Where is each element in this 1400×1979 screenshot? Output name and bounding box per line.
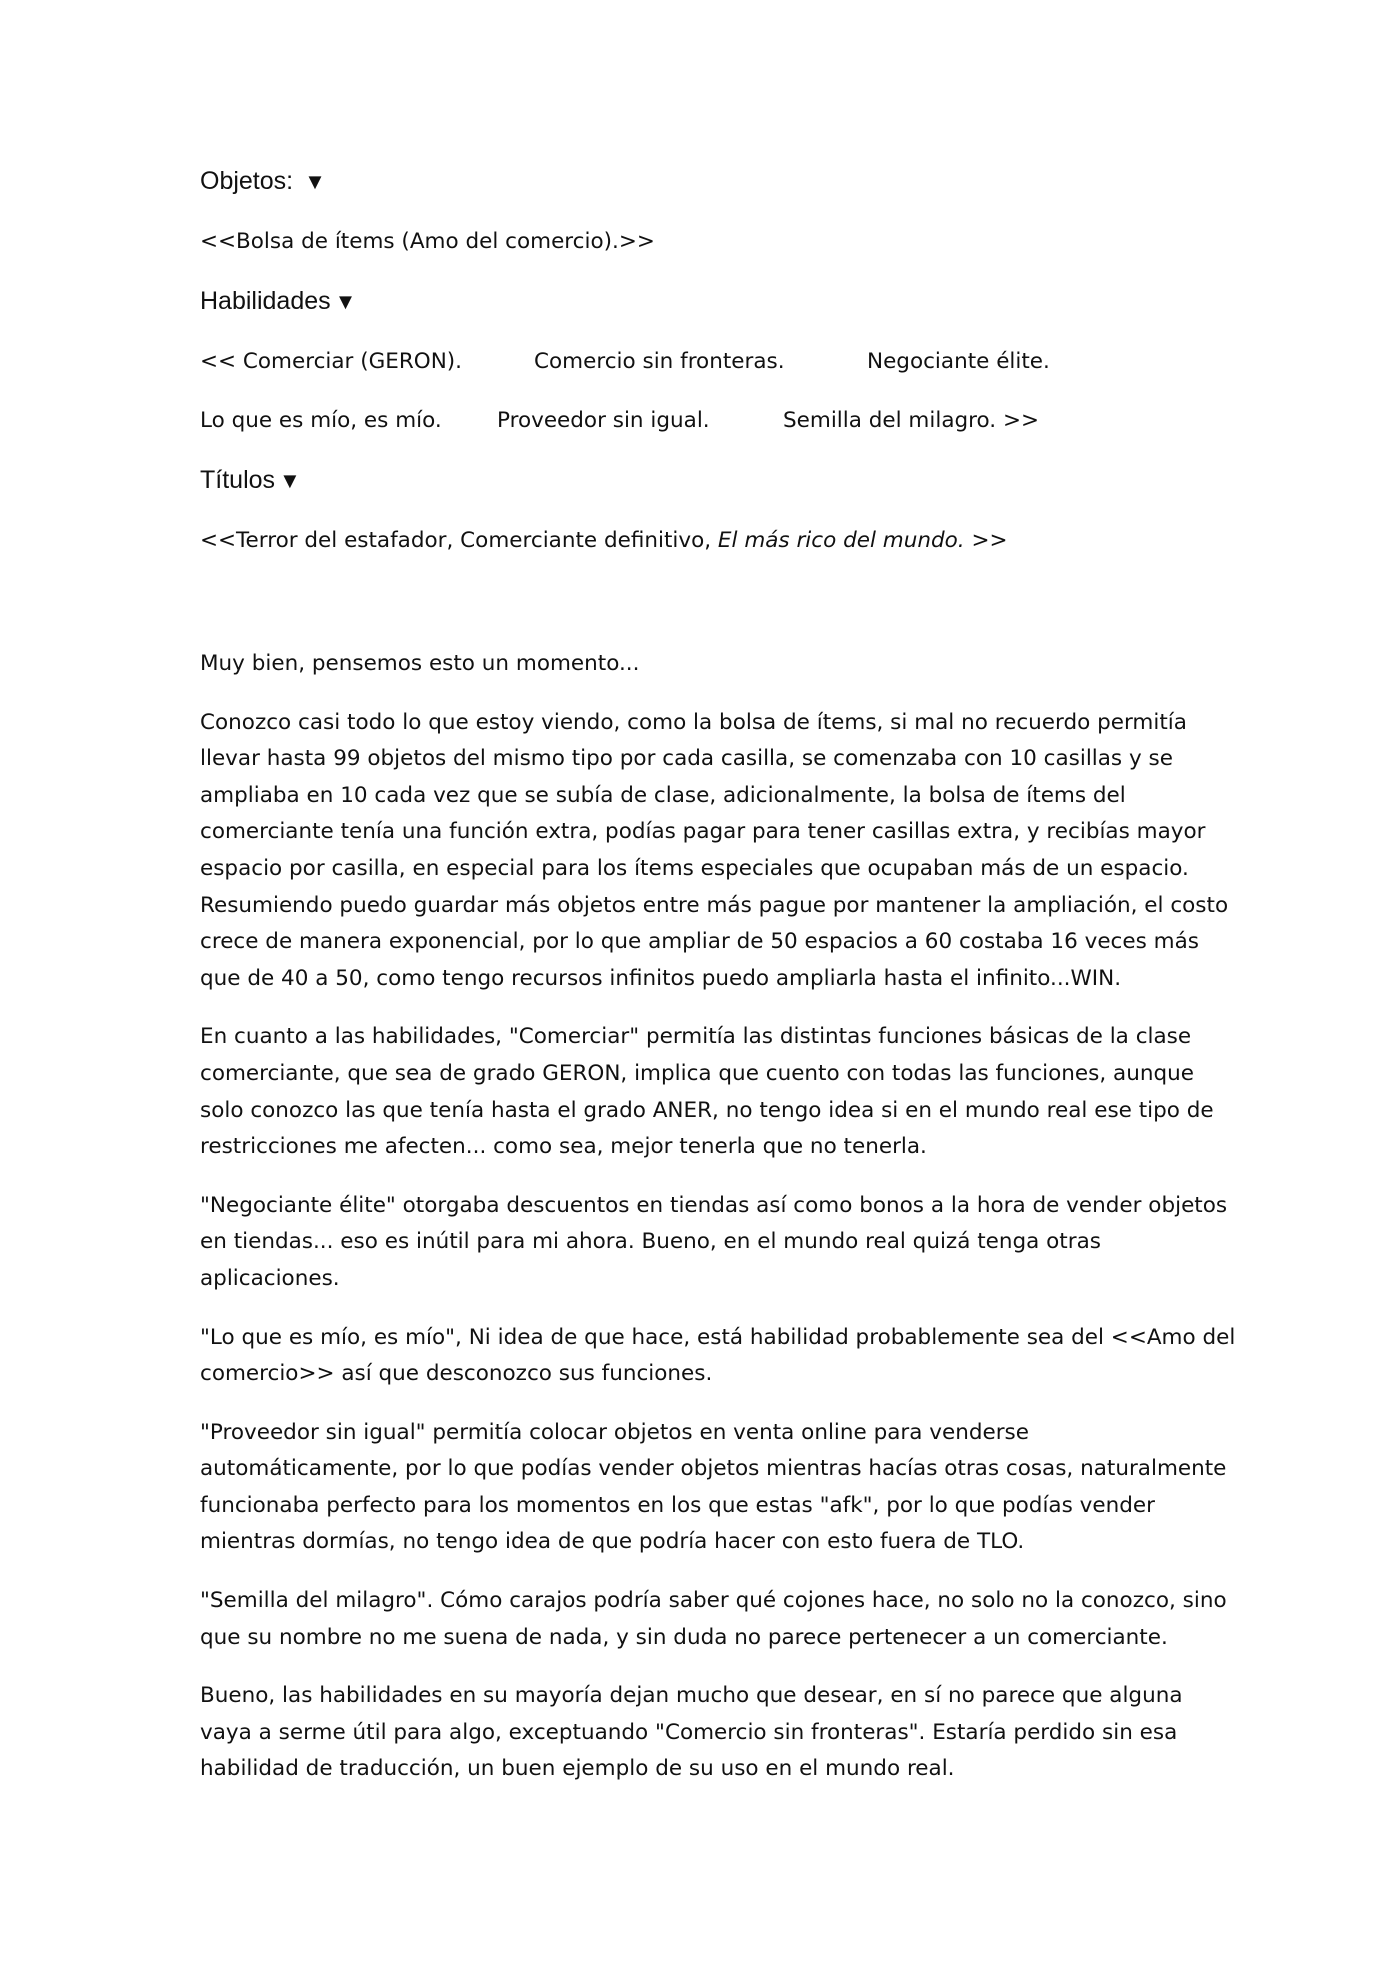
items-line: <<Bolsa de ítems (Amo del comercio).>>: [200, 229, 655, 254]
paragraph-line: aplicaciones.: [200, 1265, 340, 1291]
paragraph: [200, 1320, 1236, 1393]
paragraph-line: En cuanto a las habilidades, "Comerciar" permitía las distintas funciones básicas de la clase: [200, 1024, 1192, 1050]
skills-row-1: [200, 347, 1210, 377]
dropdown-triangle-icon: ▼: [304, 169, 326, 194]
paragraph: [200, 646, 1210, 683]
document-page: [200, 166, 1236, 1810]
paragraph-line: vaya a serme útil para algo, exceptuando "Comercio sin fronteras". Estaría perdido sin esa: [200, 1719, 1178, 1745]
paragraph-line: comerciante tenía una función extra, podías pagar para tener casillas extra, y recibías mayor: [200, 819, 1206, 845]
paragraph-line: mientras dormías, no tengo idea de que podría hacer con esto fuera de TLO.: [200, 1529, 1025, 1555]
titles-prefix: <<Terror del estafador, Comerciante definitivo,: [200, 528, 718, 553]
paragraph-line: restricciones me afecten... como sea, mejor tenerla que no tenerla.: [200, 1134, 927, 1160]
objetos-label: Objetos:: [200, 167, 294, 195]
habilidades-label: Habilidades: [200, 287, 331, 315]
skill-semilla-del-milagro: Semilla del milagro. >>: [783, 408, 1039, 433]
paragraph-line: "Negociante élite" otorgaba descuentos en tiendas así como bonos a la hora de vender objetos: [200, 1192, 1228, 1218]
paragraph: [200, 705, 1229, 998]
paragraph-line: Bueno, las habilidades en su mayoría dejan mucho que desear, en sí no parece que alguna: [200, 1683, 1183, 1709]
titles-line: [200, 526, 1210, 556]
paragraph-line: comerciante, que sea de grado GERON, implica que cuento con todas las funciones, aunque: [200, 1060, 1194, 1086]
habilidades-heading: [200, 286, 1210, 317]
paragraph-line: automáticamente, por lo que podías vender objetos mientras hacías otras cosas, naturalmente: [200, 1456, 1227, 1482]
paragraph-line: "Semilla del milagro". Cómo carajos podría saber qué cojones hace, no solo no la conozco, sino: [200, 1588, 1227, 1614]
paragraph-line: "Lo que es mío, es mío", Ni idea de que hace, está habilidad probablemente sea del <<Amo del: [200, 1324, 1236, 1350]
paragraph: [200, 1019, 1214, 1165]
paragraph-line: Conozco casi todo lo que estoy viendo, como la bolsa de ítems, si mal no recuerdo permitía: [200, 709, 1187, 735]
paragraph-line: crece de manera exponencial, por lo que ampliar de 50 espacios a 60 costaba 16 veces más: [200, 929, 1199, 955]
paragraph-line: espacio por casilla, en especial para los ítems especiales que ocupaban más de un espacio.: [200, 855, 1189, 881]
body-text: [200, 646, 1236, 1788]
paragraph-line: que su nombre no me suena de nada, y sin duda no parece pertenecer a un comerciante.: [200, 1624, 1168, 1650]
paragraph-line: "Proveedor sin igual" permitía colocar objetos en venta online para venderse: [200, 1419, 1029, 1445]
titles-suffix: >>: [964, 528, 1008, 553]
skill-comercio-sin-fronteras: Comercio sin fronteras.: [534, 349, 785, 374]
paragraph: [200, 1583, 1227, 1656]
paragraph: [200, 1415, 1227, 1561]
objetos-heading: [200, 166, 1210, 197]
paragraph-line: que de 40 a 50, como tengo recursos infinitos puedo ampliarla hasta el infinito...WIN.: [200, 965, 1122, 991]
dropdown-triangle-icon: ▼: [279, 468, 301, 493]
section-spacer: [200, 585, 1210, 646]
paragraph-line: solo conozco las que tenía hasta el grado ANER, no tengo idea si en el mundo real ese tipo de: [200, 1097, 1214, 1123]
paragraph-line: ampliaba en 10 cada vez que se subía de clase, adicionalmente, la bolsa de ítems del: [200, 782, 1126, 808]
paragraph: [200, 1678, 1210, 1788]
titulos-label: Títulos: [200, 466, 276, 494]
skill-negociante-elite: Negociante élite.: [867, 349, 1050, 374]
titulos-heading: [200, 465, 1210, 496]
paragraph-line: habilidad de traducción, un buen ejemplo de su uso en el mundo real.: [200, 1756, 955, 1782]
skill-comerciar: << Comerciar (GERON).: [200, 349, 463, 374]
dropdown-triangle-icon: ▼: [334, 289, 357, 314]
paragraph-line: en tiendas... eso es inútil para mi ahora. Bueno, en el mundo real quizá tenga otras: [200, 1229, 1101, 1255]
paragraph-line: Resumiendo puedo guardar más objetos entre más pague por mantener la ampliación, el costo: [200, 892, 1229, 918]
paragraph-line: funcionaba perfecto para los momentos en los que estas "afk", por lo que podías vender: [200, 1492, 1155, 1518]
titles-italic: El más rico del mundo.: [717, 528, 965, 553]
paragraph-line: Muy bien, pensemos esto un momento...: [200, 651, 640, 676]
paragraph-line: comercio>> así que desconozco sus funciones.: [200, 1361, 713, 1387]
paragraph: [200, 1188, 1228, 1298]
paragraph-line: llevar hasta 99 objetos del mismo tipo por cada casilla, se comenzaba con 10 casillas y se: [200, 746, 1173, 772]
skill-lo-que-es-mio: Lo que es mío, es mío.: [200, 408, 442, 433]
skills-row-2: [200, 406, 1210, 436]
skill-proveedor-sin-igual: Proveedor sin igual.: [497, 408, 710, 433]
